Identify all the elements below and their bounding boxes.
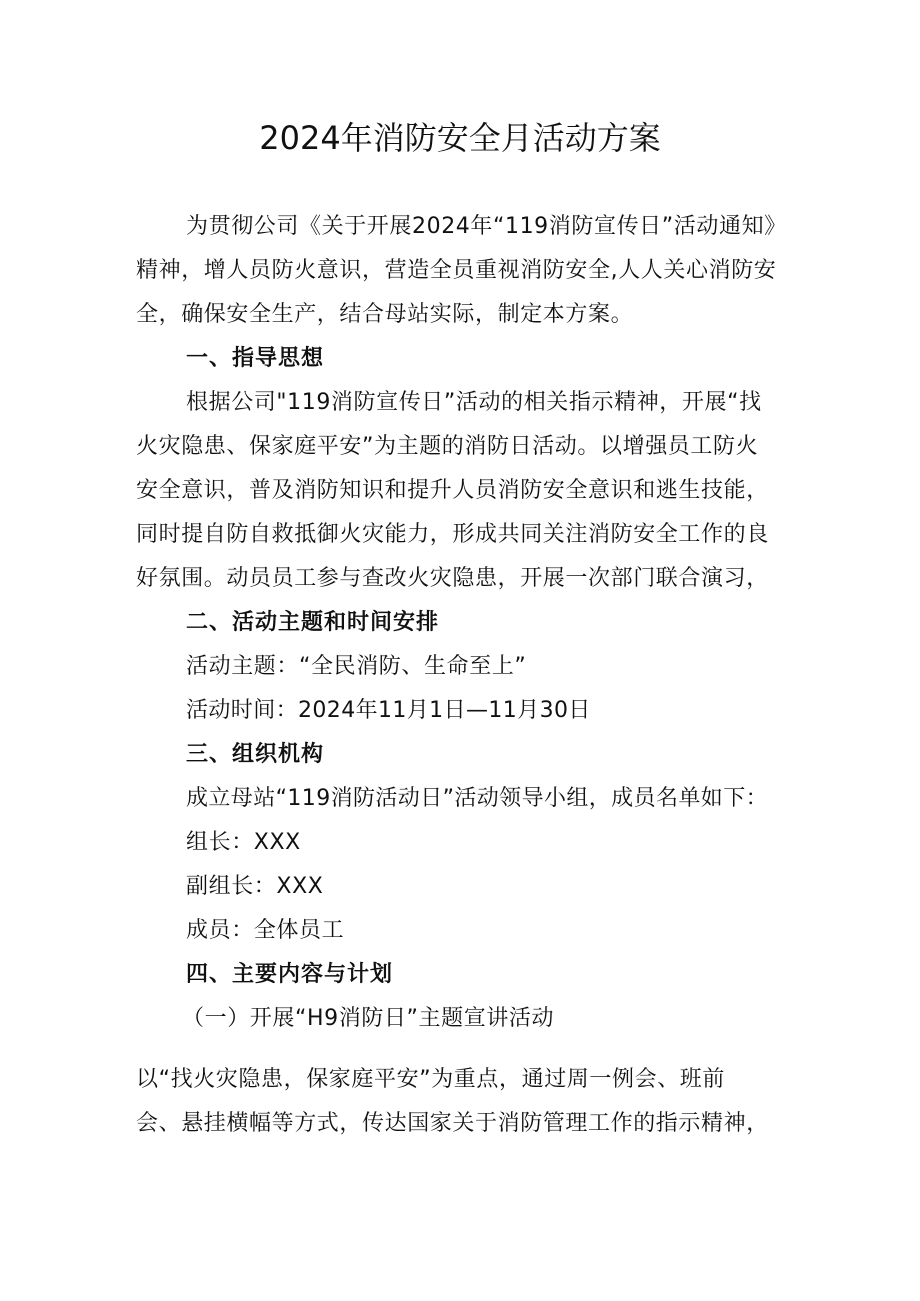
paragraph-line: 好氛围。动员员工参与查改火灾隐患，开展一次部门联合演习，: [136, 566, 769, 591]
paragraph-line: 会、悬挂横幅等方式，传达国家关于消防管理工作的指示精神，: [136, 1111, 769, 1136]
section-heading-guiding-ideology: 一、指导思想: [186, 346, 325, 371]
team-leader: 组长：XXX: [186, 830, 301, 855]
paragraph-line: 安全意识，普及消防知识和提升人员消防安全意识和逃生技能，: [136, 478, 769, 503]
deputy-leader: 副组长：XXX: [186, 874, 324, 899]
team-members: 成员：全体员工: [186, 918, 345, 943]
intro-line: 全，确保安全生产，结合母站实际，制定本方案。: [136, 302, 634, 327]
intro-line: 为贯彻公司《关于开展2024年“119消防宣传日”活动通知》: [186, 214, 787, 239]
paragraph-line: 以“找火灾隐患，保家庭平安”为重点，通过周一例会、班前: [136, 1067, 725, 1092]
subsection-heading: （一）开展“H9消防日”主题宣讲活动: [182, 1006, 555, 1031]
paragraph-line: 火灾隐患、保家庭平安”为主题的消防日活动。以增强员工防火: [136, 434, 759, 459]
section-heading-theme-schedule: 二、活动主题和时间安排: [186, 610, 440, 635]
paragraph-line: 同时提自防自救抵御火灾能力，形成共同关注消防安全工作的良: [136, 522, 769, 547]
paragraph-line: 根据公司"119消防宣传日”活动的相关指示精神，开展“找: [186, 390, 762, 415]
activity-theme: 活动主题：“全民消防、生命至上”: [186, 654, 527, 679]
page-title: 2024年消防安全月活动方案: [259, 119, 661, 157]
intro-line: 精神，增人员防火意识，营造全员重视消防安全,人人关心消防安: [136, 258, 777, 283]
activity-time: 活动时间：2024年11月1日—11月30日: [186, 698, 591, 723]
document-body: [136, 0, 796, 1301]
organization-line: 成立母站“119消防活动日”活动领导小组，成员名单如下：: [186, 786, 768, 811]
section-heading-organization: 三、组织机构: [186, 742, 325, 767]
section-heading-content-plan: 四、主要内容与计划: [186, 962, 394, 987]
